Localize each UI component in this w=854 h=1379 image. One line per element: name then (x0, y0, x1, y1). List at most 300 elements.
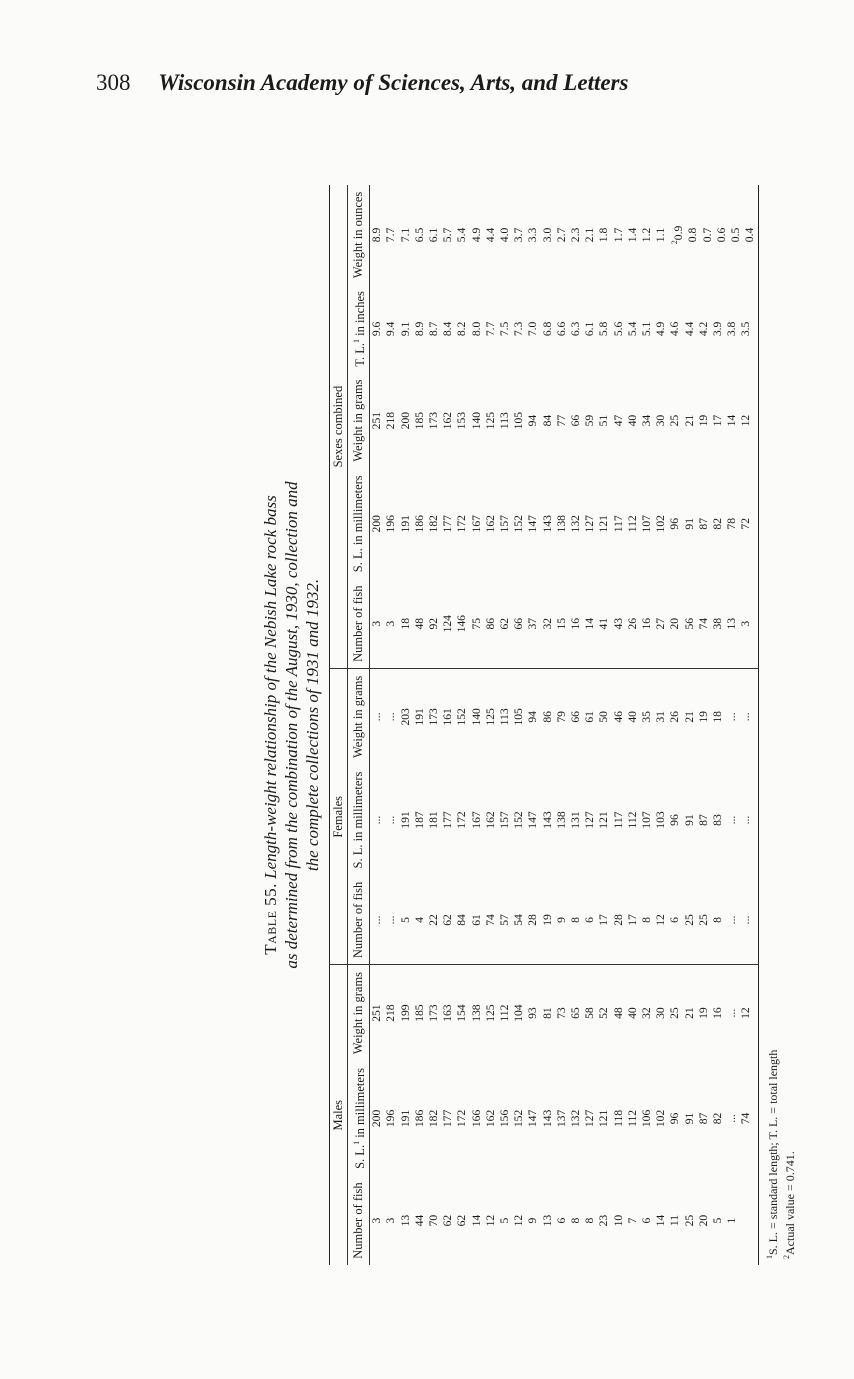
cell-value: 7.0 (526, 321, 540, 337)
table-cell (484, 376, 498, 465)
table-cell (413, 188, 427, 282)
cell-value: 3.3 (526, 227, 540, 243)
table-cell (498, 879, 512, 962)
cell-value: 5.4 (455, 227, 469, 243)
cell-value: 4.4 (483, 227, 497, 243)
table-cell (384, 672, 398, 761)
cell-value: 32 (540, 617, 554, 630)
cell-value: 62 (455, 1214, 469, 1227)
cell-value: 62 (497, 617, 511, 630)
table-cell (555, 768, 569, 873)
table-cell (555, 672, 569, 761)
table-cell (413, 1179, 427, 1262)
cell-value: ... (725, 1008, 739, 1018)
cell-value: 2.3 (569, 227, 582, 243)
cell-value: 186 (412, 515, 426, 533)
table-cell (668, 376, 682, 465)
table-cell (739, 672, 753, 761)
table-cell (597, 471, 611, 576)
table-cell (455, 582, 469, 665)
table-cell (555, 1179, 569, 1262)
cell-value: 70 (426, 1214, 440, 1227)
cell-value: 30 (654, 1007, 668, 1019)
cell-value: 132 (569, 1109, 582, 1128)
table-cell (399, 188, 413, 282)
col-combined-tl (370, 285, 758, 373)
col-header-combined-sl: S. L. in millimeters (348, 468, 370, 579)
cell-value: 5.4 (625, 321, 639, 337)
table-cell (697, 471, 711, 576)
cell-value: 3.0 (540, 227, 554, 243)
table-cell (569, 1064, 583, 1173)
table-cell (512, 768, 526, 873)
cell-value: 94 (526, 711, 540, 723)
cell-value: 19 (696, 711, 710, 723)
table-cell (399, 968, 413, 1057)
table-cell (370, 582, 384, 665)
cell-value: 19 (540, 914, 554, 926)
cell-value: 66 (569, 414, 582, 427)
cell-value: 7.1 (398, 227, 412, 243)
cell-value: 21 (682, 1007, 696, 1019)
cell-value: 11 (668, 1214, 682, 1227)
cell-value: ... (384, 815, 398, 825)
cell-value: 8.9 (412, 321, 426, 337)
table-cell (498, 288, 512, 370)
table-cell (441, 471, 455, 576)
cell-value: 22 (426, 914, 440, 926)
table-cell (441, 376, 455, 465)
table-cell (725, 768, 739, 873)
cell-value: 41 (597, 617, 611, 630)
table-cell (725, 288, 739, 370)
table-cell (739, 1064, 753, 1173)
table-cell (441, 582, 455, 665)
cell-value: 61 (583, 711, 597, 723)
cell-value: 16 (569, 617, 582, 630)
table-cell (626, 879, 640, 962)
cell-value: 25 (668, 414, 682, 427)
table-cell (399, 288, 413, 370)
cell-value: ... (725, 1114, 739, 1123)
length-weight-table (329, 185, 759, 1265)
cell-value: 40 (625, 414, 639, 427)
table-cell (725, 968, 739, 1057)
cell-value: 14 (583, 617, 597, 630)
cell-value: 9 (526, 1217, 540, 1224)
table-cell (739, 879, 753, 962)
cell-value: 2.1 (583, 227, 597, 243)
table-cell (697, 672, 711, 761)
cell-value: ... (370, 915, 384, 925)
table-cell (583, 1064, 597, 1173)
footnote-1-mark: 1 (764, 1255, 774, 1259)
cell-value: 127 (583, 1109, 597, 1128)
table-cell (626, 1179, 640, 1262)
cell-value: 48 (611, 1007, 625, 1019)
table-cell (441, 1179, 455, 1262)
cell-value: 5.6 (611, 321, 625, 337)
cell-value: 18 (398, 617, 412, 630)
table-cell (612, 968, 626, 1057)
cell-value: 172 (455, 1109, 469, 1128)
cell-value: 66 (569, 711, 582, 723)
cell-value: 4.9 (469, 227, 483, 243)
table-cell (654, 288, 668, 370)
cell-value: 7 (625, 1217, 639, 1224)
table-cell (711, 471, 725, 576)
cell-value: 96 (668, 517, 682, 530)
cell-value: 4 (412, 917, 426, 923)
table-cell (484, 879, 498, 962)
table-cell (683, 1179, 697, 1262)
cell-value: 140 (469, 411, 483, 430)
col-header-males-sl-abbr: S. L. (353, 1144, 368, 1169)
cell-value: 162 (483, 515, 497, 533)
cell-value: 6 (583, 917, 597, 923)
table-cell (441, 288, 455, 370)
cell-value: 91 (682, 1112, 696, 1125)
col-females-sl (370, 765, 758, 876)
table-cell (384, 188, 398, 282)
table-cell (526, 582, 540, 665)
table-cell (455, 968, 469, 1057)
table-cell (626, 768, 640, 873)
cell-value: 3 (384, 620, 398, 627)
table-cell (686, 188, 700, 282)
table-cell (668, 672, 682, 761)
table-cell (399, 1064, 413, 1173)
cell-value: 14 (725, 414, 739, 427)
table-cell (683, 376, 697, 465)
table-cell (512, 471, 526, 576)
cell-value: 125 (483, 1004, 497, 1022)
table-cell (470, 471, 484, 576)
cell-value: 157 (497, 811, 511, 829)
cell-value: 125 (483, 411, 497, 430)
table-cell (427, 968, 441, 1057)
table-cell (498, 768, 512, 873)
table-caption (260, 185, 323, 1265)
cell-value: 1.7 (611, 227, 625, 243)
table-cell (484, 1179, 498, 1262)
table-cell (512, 672, 526, 761)
cell-value: 218 (384, 1004, 398, 1022)
table-cell (612, 879, 626, 962)
cell-value: 196 (384, 1109, 398, 1128)
cell-value: 251 (370, 1004, 384, 1022)
table-cell (455, 188, 469, 282)
cell-value: 83 (711, 814, 725, 826)
table-cell (626, 471, 640, 576)
table-cell (697, 768, 711, 873)
table-cell (441, 672, 455, 761)
table-cell (526, 1179, 540, 1262)
table-cell (711, 968, 725, 1057)
cell-value: 4.9 (654, 321, 668, 337)
table-cell (399, 672, 413, 761)
table-cell (711, 879, 725, 962)
cell-value: 3.5 (739, 321, 753, 337)
cell-value: 181 (426, 811, 440, 829)
cell-value: 73 (554, 1007, 568, 1019)
table-cell (512, 1179, 526, 1262)
table-cell (399, 768, 413, 873)
table-cell (498, 672, 512, 761)
cell-value: 7.7 (384, 227, 398, 243)
table-cell (555, 188, 569, 282)
cell-value: 34 (640, 414, 654, 427)
table-cell (683, 288, 697, 370)
table-cell (640, 768, 654, 873)
page-number: 308 (96, 70, 131, 95)
table-cell (541, 768, 555, 873)
cell-value: 12 (739, 1007, 753, 1019)
table-cell (711, 768, 725, 873)
cell-value: 87 (696, 517, 710, 530)
table-cell (597, 672, 611, 761)
cell-value: 177 (441, 1109, 455, 1128)
table-cell (725, 376, 739, 465)
cell-value: ... (384, 915, 398, 925)
cell-value: 19 (696, 1007, 710, 1019)
cell-value: 75 (469, 617, 483, 630)
cell-value: 173 (426, 1004, 440, 1022)
cell-value: 112 (497, 1004, 511, 1022)
cell-value: 35 (640, 711, 654, 723)
table-cell (668, 879, 682, 962)
table-cell (541, 672, 555, 761)
table-cell (654, 188, 668, 282)
cell-value: 173 (426, 708, 440, 726)
table-cell (668, 288, 682, 370)
table-caption-line-3: the complete collections of 1931 and 1932. (303, 578, 322, 872)
table-cell (399, 376, 413, 465)
cell-value: 17 (597, 914, 611, 926)
table-cell (683, 672, 697, 761)
cell-value: 102 (654, 515, 668, 533)
cell-value: 161 (441, 708, 455, 726)
cell-value: 13 (725, 617, 739, 630)
cell-value: 6.5 (412, 227, 426, 243)
cell-value: 196 (384, 515, 398, 533)
col-header-males-sl-footnote-mark: 1 (352, 1140, 361, 1145)
cell-value: 0.6 (714, 227, 728, 243)
table-cell (725, 471, 739, 576)
cell-value: 25 (682, 1214, 696, 1227)
table-cell (498, 582, 512, 665)
cell-value: 43 (611, 617, 625, 630)
cell-value: 191 (398, 1109, 412, 1128)
cell-value: 8 (640, 917, 654, 923)
table-cell (427, 376, 441, 465)
table-cell (725, 1179, 739, 1262)
cell-value: 186 (412, 1109, 426, 1128)
table-caption-line-1: Length-weight relationship of the Nebish Lake rock bass (261, 495, 280, 879)
rotated-table-block (260, 185, 820, 1265)
col-header-males-weight: Weight in grams (348, 965, 370, 1061)
table-cell (541, 968, 555, 1057)
table-cell (569, 1179, 583, 1262)
col-males-sl (370, 1061, 758, 1176)
table-cell (384, 288, 398, 370)
cell-value: 162 (441, 411, 455, 430)
table-cell (555, 582, 569, 665)
cell-value: 218 (384, 411, 398, 430)
col-header-combined-tl-abbr: T. L. (353, 343, 368, 367)
table-cell (597, 582, 611, 665)
cell-value: 91 (682, 517, 696, 530)
table-cell (455, 288, 469, 370)
cell-value: 132 (569, 515, 582, 533)
table-cell (413, 968, 427, 1057)
cell-value: 5.1 (640, 321, 654, 337)
table-body-row (370, 185, 758, 1265)
cell-value: ... (370, 815, 384, 825)
table-cell (441, 879, 455, 962)
table-cell (739, 768, 753, 873)
cell-value: 84 (540, 414, 554, 427)
cell-value: 14 (469, 1214, 483, 1227)
table-cell (384, 376, 398, 465)
table-cell (455, 672, 469, 761)
cell-value: 19 (696, 414, 710, 427)
cell-value: 172 (455, 811, 469, 829)
table-cell (683, 768, 697, 873)
table-cell (668, 968, 682, 1057)
cell-value: 9.6 (370, 321, 384, 337)
table-cell (612, 1064, 626, 1173)
cell-value: 163 (441, 1004, 455, 1022)
footnote-2 (780, 185, 797, 1259)
cell-value: 12 (512, 1214, 526, 1227)
table-cell (427, 288, 441, 370)
cell-value: 26 (668, 711, 682, 723)
cell-value: 1.8 (597, 227, 611, 243)
table-cell (370, 1064, 384, 1173)
cell-value: 185 (412, 1004, 426, 1022)
table-cell (470, 672, 484, 761)
cell-value: 4.2 (696, 321, 710, 337)
cell-value: 20 (696, 1214, 710, 1227)
cell-value: 177 (441, 811, 455, 829)
table-cell (725, 672, 739, 761)
col-header-combined-weight: Weight in grams (348, 373, 370, 468)
cell-value: 138 (554, 515, 568, 533)
table-cell (654, 1179, 668, 1262)
footnote-2-text: Actual value = 0.741. (782, 1151, 797, 1255)
table-cell (441, 1064, 455, 1173)
table-cell (711, 672, 725, 761)
cell-value: 125 (483, 708, 497, 726)
cell-value: 5.7 (441, 227, 455, 243)
cell-value: 9.1 (398, 321, 412, 337)
cell-value: 3.7 (512, 227, 526, 243)
cell-value: 143 (540, 515, 554, 533)
cell-value: 3 (739, 620, 753, 627)
footnote-1-text: S. L. = standard length; T. L. = total length (765, 1049, 780, 1255)
table-cell (583, 288, 597, 370)
cell-value: 104 (512, 1004, 526, 1022)
cell-value: 162 (483, 1109, 497, 1128)
table-cell (484, 968, 498, 1057)
cell-value: 21 (682, 711, 696, 723)
cell-value: 102 (654, 1109, 668, 1128)
table-cell (569, 288, 583, 370)
table-cell (711, 288, 725, 370)
table-cell (455, 768, 469, 873)
table-cell (654, 1064, 668, 1173)
cell-value: 51 (597, 414, 611, 427)
col-females-weight (370, 669, 758, 765)
table-cell (626, 188, 640, 282)
table-cell (640, 879, 654, 962)
cell-value: 5.8 (597, 321, 611, 337)
table-cell (654, 879, 668, 962)
table-cell (668, 471, 682, 576)
cell-value: 18 (711, 711, 725, 723)
table-cell (739, 471, 753, 576)
table-cell (597, 376, 611, 465)
table-cell (455, 471, 469, 576)
cell-value: ... (739, 815, 753, 825)
table-cell (370, 879, 384, 962)
cell-value: 177 (441, 515, 455, 533)
table-cell (701, 188, 715, 282)
table-cell (569, 879, 583, 962)
table-cell (569, 968, 583, 1057)
table-cell (541, 288, 555, 370)
table-cell (370, 1179, 384, 1262)
cell-value: 28 (526, 914, 540, 926)
col-header-males-number: Number of fish (348, 1176, 370, 1265)
cell-value: 87 (696, 1112, 710, 1125)
table-cell (512, 376, 526, 465)
journal-title: Wisconsin Academy of Sciences, Arts, and Letters (158, 70, 629, 95)
cell-value: 182 (426, 515, 440, 533)
table-cell (729, 188, 743, 282)
cell-value: 4.6 (668, 321, 682, 337)
table-cell (441, 768, 455, 873)
col-header-females-sl: S. L. in millimeters (348, 765, 370, 876)
table-cell (427, 188, 441, 282)
table-cell (526, 672, 540, 761)
cell-value: 200 (398, 411, 412, 430)
table-cell (739, 582, 753, 665)
col-females-number (370, 876, 758, 965)
cell-value: 5 (497, 1217, 511, 1224)
table-cell (541, 1064, 555, 1173)
table-cell (441, 188, 455, 282)
cell-value: 103 (654, 811, 668, 829)
cell-value: 138 (554, 811, 568, 829)
cell-value: 25 (682, 914, 696, 926)
group-header-females: Females (330, 669, 348, 965)
cell-value: 72 (739, 517, 753, 530)
cell-value: 9 (554, 917, 568, 923)
cell-value: 15 (554, 617, 568, 630)
table-cell (470, 376, 484, 465)
cell-value: 112 (625, 811, 639, 829)
table-cell (697, 1179, 711, 1262)
cell-value: 1.1 (654, 227, 668, 243)
table-cell (413, 288, 427, 370)
table-cell (384, 1179, 398, 1262)
table-cell (541, 582, 555, 665)
cell-value: 56 (682, 617, 696, 630)
table-cell (626, 288, 640, 370)
cell-value: 112 (625, 515, 639, 533)
